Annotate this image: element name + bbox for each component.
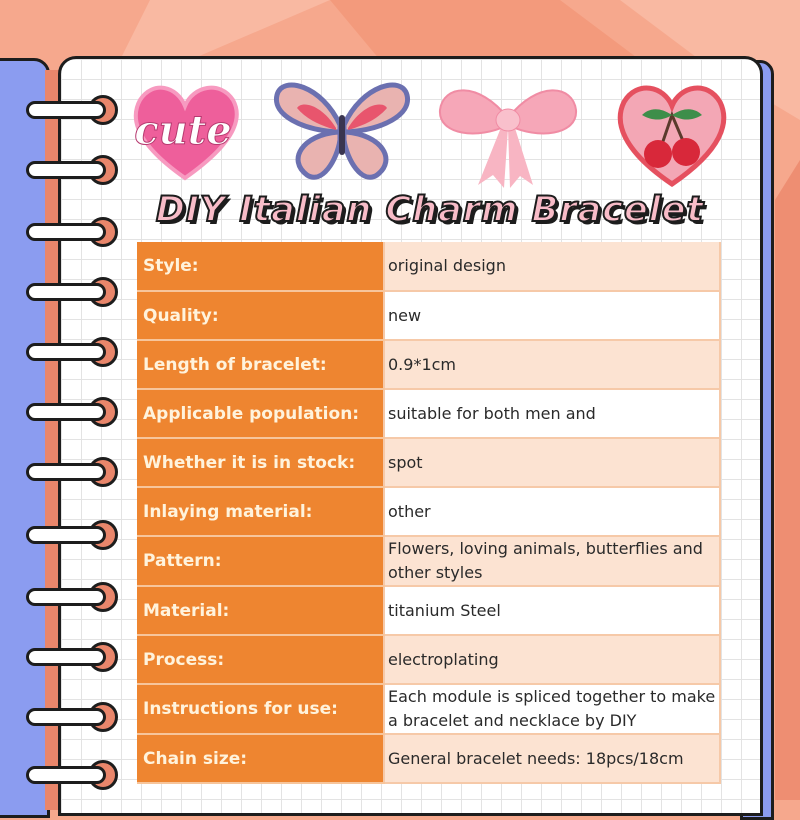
table-row	[137, 635, 720, 684]
table-row	[137, 487, 720, 536]
binder-ring	[26, 217, 118, 247]
ring-loop	[26, 526, 106, 544]
ring-loop	[26, 101, 106, 119]
spec-value: original design	[384, 242, 720, 291]
table-row	[137, 536, 720, 586]
spec-label: Length of bracelet:	[137, 340, 384, 389]
spec-label: Quality:	[137, 291, 384, 340]
spec-value: 0.9*1cm	[384, 340, 720, 389]
ring-loop	[26, 463, 106, 481]
table-row	[137, 340, 720, 389]
binder-ring	[26, 155, 118, 185]
binder-ring	[26, 760, 118, 790]
table-row	[137, 586, 720, 635]
ring-loop	[26, 343, 106, 361]
spec-label: Inlaying material:	[137, 487, 384, 536]
spec-label: Pattern:	[137, 536, 384, 586]
spec-table	[137, 242, 721, 784]
cherry-heart-sticker	[612, 80, 732, 188]
binder-ring	[26, 277, 118, 307]
spec-label: Whether it is in stock:	[137, 438, 384, 487]
ring-loop	[26, 766, 106, 784]
spec-value: electroplating	[384, 635, 720, 684]
ring-loop	[26, 403, 106, 421]
table-row	[137, 684, 720, 734]
binder-ring	[26, 520, 118, 550]
butterfly-sticker	[272, 80, 412, 185]
spec-label: Process:	[137, 635, 384, 684]
spec-value: suitable for both men and	[384, 389, 720, 438]
ring-loop	[26, 161, 106, 179]
binder-ring	[26, 457, 118, 487]
spec-value: other	[384, 487, 720, 536]
table-row	[137, 438, 720, 487]
ring-loop	[26, 283, 106, 301]
page-title: DIY Italian Charm Bracelet	[155, 190, 705, 230]
binder-ring	[26, 702, 118, 732]
ring-loop	[26, 223, 106, 241]
spec-value: titanium Steel	[384, 586, 720, 635]
ring-loop	[26, 648, 106, 666]
spec-value: Flowers, loving animals, butterflies and other styles	[384, 536, 720, 586]
binder-ring	[26, 397, 118, 427]
spec-value: new	[384, 291, 720, 340]
binder-ring	[26, 642, 118, 672]
spec-label: Instructions for use:	[137, 684, 384, 734]
spec-value: General bracelet needs: 18pcs/18cm	[384, 734, 720, 783]
spec-label: Style:	[137, 242, 384, 291]
ring-loop	[26, 588, 106, 606]
spec-label: Applicable population:	[137, 389, 384, 438]
bow-sticker	[438, 80, 578, 190]
spec-label: Material:	[137, 586, 384, 635]
table-row	[137, 291, 720, 340]
table-row	[137, 734, 720, 783]
table-row	[137, 242, 720, 291]
table-row	[137, 389, 720, 438]
binder-ring	[26, 582, 118, 612]
spec-value: Each module is spliced together to make a bracelet and necklace by DIY	[384, 684, 720, 734]
spec-value: spot	[384, 438, 720, 487]
binder-ring	[26, 337, 118, 367]
spec-label: Chain size:	[137, 734, 384, 783]
binder-ring	[26, 95, 118, 125]
cute-heart-sticker	[125, 78, 245, 183]
ring-loop	[26, 708, 106, 726]
cute-text: cute	[134, 107, 232, 154]
